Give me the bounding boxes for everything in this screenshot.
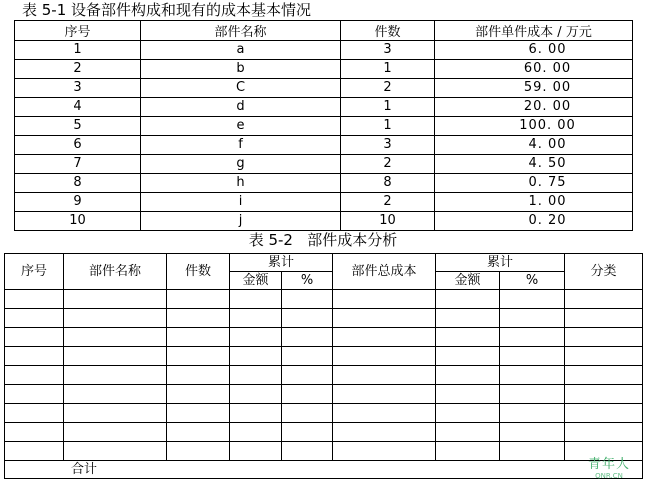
empty-cell bbox=[500, 366, 565, 385]
empty-cell bbox=[167, 442, 230, 461]
table2-body bbox=[5, 254, 643, 479]
empty-cell bbox=[500, 442, 565, 461]
empty-cell bbox=[436, 404, 500, 423]
cell-quantity: 2 bbox=[341, 193, 435, 212]
empty-cell bbox=[230, 366, 282, 385]
header-category: 分类 bbox=[565, 254, 643, 290]
empty-cell bbox=[282, 385, 333, 404]
empty-cell bbox=[230, 385, 282, 404]
cell-part-name: b bbox=[141, 60, 341, 79]
cell-quantity: 3 bbox=[341, 41, 435, 60]
cell-unit-cost: 1. 00 bbox=[435, 193, 633, 212]
empty-cell bbox=[282, 423, 333, 442]
empty-cell bbox=[64, 328, 167, 347]
empty-cell bbox=[436, 366, 500, 385]
header-cumulative-2: 累计 bbox=[436, 254, 565, 272]
empty-cell bbox=[565, 290, 643, 309]
empty-cell bbox=[230, 442, 282, 461]
table-row bbox=[5, 290, 643, 309]
watermark-logo bbox=[583, 458, 635, 480]
header-quantity: 件数 bbox=[167, 254, 230, 290]
empty-cell bbox=[500, 309, 565, 328]
empty-cell bbox=[167, 328, 230, 347]
cell-quantity: 8 bbox=[341, 174, 435, 193]
watermark-text: 青年人 bbox=[587, 457, 630, 472]
cell-part-name: h bbox=[141, 174, 341, 193]
cell-seq: 1 bbox=[15, 41, 141, 60]
empty-cell bbox=[436, 442, 500, 461]
cell-seq: 3 bbox=[15, 79, 141, 98]
header-cum1-amount: 金额 bbox=[230, 272, 282, 290]
cell-quantity: 2 bbox=[341, 79, 435, 98]
header-cumulative-1: 累计 bbox=[230, 254, 333, 272]
table-row bbox=[15, 212, 633, 231]
empty-cell bbox=[436, 385, 500, 404]
table-row bbox=[15, 174, 633, 193]
empty-cell bbox=[436, 290, 500, 309]
empty-cell bbox=[282, 309, 333, 328]
empty-cell bbox=[5, 309, 64, 328]
empty-cell bbox=[5, 423, 64, 442]
cell-part-name: C bbox=[141, 79, 341, 98]
empty-cell bbox=[565, 423, 643, 442]
empty-cell bbox=[230, 290, 282, 309]
empty-cell bbox=[5, 442, 64, 461]
header-part-name: 部件名称 bbox=[141, 21, 341, 41]
cell-part-name: j bbox=[141, 212, 341, 231]
header-seq: 序号 bbox=[5, 254, 64, 290]
cell-quantity: 10 bbox=[341, 212, 435, 231]
cell-unit-cost: 60. 00 bbox=[435, 60, 633, 79]
empty-cell bbox=[64, 442, 167, 461]
cell-seq: 8 bbox=[15, 174, 141, 193]
empty-cell bbox=[333, 309, 436, 328]
empty-cell bbox=[333, 366, 436, 385]
cell-seq: 6 bbox=[15, 136, 141, 155]
empty-cell bbox=[167, 404, 230, 423]
cell-quantity: 2 bbox=[341, 155, 435, 174]
empty-cell bbox=[500, 290, 565, 309]
table1-title: 表 5-1 设备部件构成和现有的成本基本情况 bbox=[22, 1, 312, 19]
empty-cell bbox=[5, 347, 64, 366]
empty-cell bbox=[64, 423, 167, 442]
empty-cell bbox=[436, 309, 500, 328]
cell-part-name: i bbox=[141, 193, 341, 212]
empty-cell bbox=[565, 385, 643, 404]
empty-cell bbox=[565, 404, 643, 423]
empty-cell bbox=[436, 423, 500, 442]
table1-body bbox=[15, 41, 633, 231]
empty-cell bbox=[333, 423, 436, 442]
watermark-subtext: QNR.CN bbox=[595, 472, 623, 480]
empty-cell bbox=[436, 328, 500, 347]
table-row bbox=[5, 347, 643, 366]
cell-unit-cost: 20. 00 bbox=[435, 98, 633, 117]
empty-cell bbox=[167, 309, 230, 328]
table2-header-row bbox=[5, 254, 643, 272]
empty-cell bbox=[282, 366, 333, 385]
empty-cell bbox=[333, 404, 436, 423]
cell-unit-cost: 4. 00 bbox=[435, 136, 633, 155]
empty-cell bbox=[230, 328, 282, 347]
empty-cell bbox=[64, 290, 167, 309]
empty-cell bbox=[333, 290, 436, 309]
empty-cell bbox=[282, 347, 333, 366]
component-cost-table bbox=[14, 20, 633, 231]
cost-analysis-table bbox=[4, 253, 643, 479]
empty-cell bbox=[167, 290, 230, 309]
total-label: 合计 bbox=[5, 461, 643, 479]
empty-cell bbox=[500, 385, 565, 404]
empty-cell bbox=[167, 366, 230, 385]
empty-cell bbox=[333, 385, 436, 404]
empty-cell bbox=[500, 404, 565, 423]
empty-cell bbox=[333, 328, 436, 347]
cell-unit-cost: 6. 00 bbox=[435, 41, 633, 60]
empty-cell bbox=[565, 309, 643, 328]
empty-cell bbox=[282, 442, 333, 461]
header-cum2-amount: 金额 bbox=[436, 272, 500, 290]
total-row bbox=[5, 461, 643, 479]
empty-cell bbox=[565, 366, 643, 385]
table-row bbox=[5, 328, 643, 347]
empty-cell bbox=[5, 366, 64, 385]
empty-cell bbox=[436, 347, 500, 366]
table-row bbox=[5, 385, 643, 404]
empty-cell bbox=[167, 347, 230, 366]
empty-cell bbox=[5, 290, 64, 309]
empty-cell bbox=[167, 423, 230, 442]
header-total-cost: 部件总成本 bbox=[333, 254, 436, 290]
table1-header-row bbox=[15, 21, 633, 41]
header-part-name: 部件名称 bbox=[64, 254, 167, 290]
cell-quantity: 3 bbox=[341, 136, 435, 155]
table-row bbox=[15, 193, 633, 212]
empty-cell bbox=[282, 290, 333, 309]
header-cum2-percent: % bbox=[500, 272, 565, 290]
cell-unit-cost: 59. 00 bbox=[435, 79, 633, 98]
table-row bbox=[15, 98, 633, 117]
header-unit-cost: 部件单件成本 / 万元 bbox=[435, 21, 633, 41]
cell-unit-cost: 0. 20 bbox=[435, 212, 633, 231]
empty-cell bbox=[167, 385, 230, 404]
cell-seq: 10 bbox=[15, 212, 141, 231]
table-row bbox=[15, 41, 633, 60]
cell-quantity: 1 bbox=[341, 117, 435, 136]
empty-cell bbox=[230, 347, 282, 366]
empty-cell bbox=[64, 366, 167, 385]
table-row bbox=[15, 60, 633, 79]
empty-cell bbox=[5, 385, 64, 404]
table-row bbox=[5, 309, 643, 328]
empty-cell bbox=[333, 442, 436, 461]
empty-cell bbox=[565, 328, 643, 347]
header-quantity: 件数 bbox=[341, 21, 435, 41]
empty-cell bbox=[230, 423, 282, 442]
cell-quantity: 1 bbox=[341, 60, 435, 79]
empty-cell bbox=[5, 404, 64, 423]
empty-cell bbox=[500, 347, 565, 366]
cell-unit-cost: 4. 50 bbox=[435, 155, 633, 174]
empty-cell bbox=[500, 328, 565, 347]
cell-seq: 7 bbox=[15, 155, 141, 174]
cell-seq: 5 bbox=[15, 117, 141, 136]
empty-cell bbox=[230, 404, 282, 423]
table-row bbox=[5, 404, 643, 423]
empty-cell bbox=[282, 328, 333, 347]
empty-cell bbox=[230, 309, 282, 328]
cell-unit-cost: 100. 00 bbox=[435, 117, 633, 136]
empty-cell bbox=[64, 309, 167, 328]
table-row bbox=[15, 136, 633, 155]
cell-unit-cost: 0. 75 bbox=[435, 174, 633, 193]
empty-cell bbox=[64, 404, 167, 423]
empty-cell bbox=[500, 423, 565, 442]
cell-part-name: e bbox=[141, 117, 341, 136]
cell-part-name: f bbox=[141, 136, 341, 155]
cell-part-name: d bbox=[141, 98, 341, 117]
table-row bbox=[5, 442, 643, 461]
table-row bbox=[15, 79, 633, 98]
cell-seq: 2 bbox=[15, 60, 141, 79]
table-row bbox=[5, 366, 643, 385]
table-row bbox=[5, 423, 643, 442]
cell-quantity: 1 bbox=[341, 98, 435, 117]
table-row bbox=[15, 155, 633, 174]
cell-seq: 9 bbox=[15, 193, 141, 212]
cell-part-name: a bbox=[141, 41, 341, 60]
header-seq: 序号 bbox=[15, 21, 141, 41]
empty-cell bbox=[64, 385, 167, 404]
empty-cell bbox=[565, 347, 643, 366]
empty-cell bbox=[64, 347, 167, 366]
table-row bbox=[15, 117, 633, 136]
cell-seq: 4 bbox=[15, 98, 141, 117]
empty-cell bbox=[333, 347, 436, 366]
header-cum1-percent: % bbox=[282, 272, 333, 290]
table2-title: 表 5-2 部件成本分析 bbox=[248, 231, 398, 249]
cell-part-name: g bbox=[141, 155, 341, 174]
empty-cell bbox=[282, 404, 333, 423]
empty-cell bbox=[5, 328, 64, 347]
